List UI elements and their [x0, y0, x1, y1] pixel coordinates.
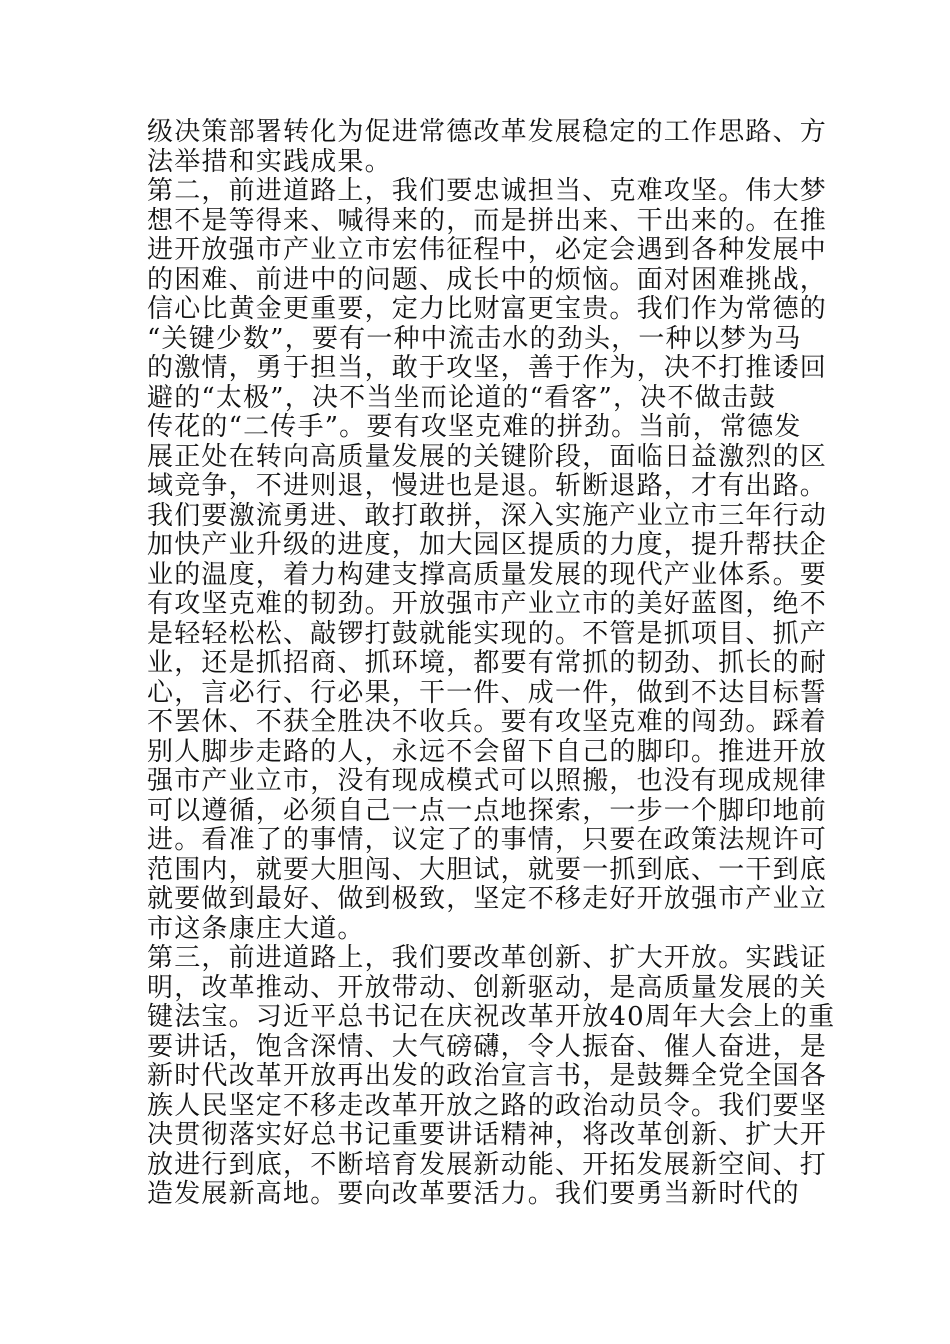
text-line: 不罢休、不获全胜决不收兵。要有攻坚克难的闯劲。踩着 — [147, 707, 828, 737]
text-line: 业，还是抓招商、抓环境，都要有常抓的韧劲、抓长的耐 — [147, 648, 828, 678]
text-line: 进开放强市产业立市宏伟征程中，必定会遇到各种发展中 — [147, 235, 828, 265]
text-line: 业的温度，着力构建支撑高质量发展的现代产业体系。要 — [147, 559, 828, 590]
text-line: 范围内，就要大胆闯、大胆试，就要一抓到底、一干到底 — [147, 854, 828, 885]
text-line: 键法宝。习近平总书记在庆祝改革开放40周年大会上的重 — [147, 1002, 836, 1032]
text-line: 的困难、前进中的问题、成长中的烦恼。面对困难挑战， — [147, 264, 828, 295]
text-line: 心，言必行、行必果，干一件、成一件，做到不达目标誓 — [147, 677, 828, 708]
text-line: “关键少数”，要有一种中流击水的劲头，一种以梦为马 — [147, 323, 802, 354]
text-line: 可以遵循，必须自己一点一点地探索，一步一个脚印地前 — [147, 795, 828, 826]
text-line: 族人民坚定不移走改革开放之路的政治动员令。我们要坚 — [147, 1090, 828, 1121]
body-text — [147, 117, 836, 1210]
text-line: 是轻轻松松、敲锣打鼓就能实现的。不管是抓项目、抓产 — [147, 618, 828, 649]
text-line: 进。看准了的事情，议定了的事情，只要在政策法规许可 — [147, 825, 828, 855]
text-line: 的激情，勇于担当，敢于攻坚，善于作为，决不打推诿回 — [147, 353, 828, 383]
text-line: 级决策部署转化为促进常德改革发展稳定的工作思路、方 — [147, 117, 828, 147]
text-line: 加快产业升级的进度，加大园区提质的力度，提升帮扶企 — [147, 530, 828, 560]
text-line: 第三，前进道路上，我们要改革创新、扩大开放。实践证 — [147, 943, 828, 973]
text-line: 避的“太极”，决不当坐而论道的“看客”，决不做击鼓 — [147, 382, 777, 413]
text-line: 法举措和实践成果。 — [147, 146, 392, 177]
text-line: 第二，前进道路上，我们要忠诚担当、克难攻坚。伟大梦 — [147, 176, 828, 206]
text-line: 明，改革推动、开放带动、创新驱动，是高质量发展的关 — [147, 972, 828, 1003]
text-line: 展正处在转向高质量发展的关键阶段，面临日益激烈的区 — [147, 441, 828, 472]
text-line: 决贯彻落实好总书记重要讲话精神，将改革创新、扩大开 — [147, 1120, 828, 1150]
text-line: 信心比黄金更重要，定力比财富更宝贵。我们作为常德的 — [147, 294, 828, 324]
text-line: 放进行到底，不断培育发展新动能、开拓发展新空间、打 — [147, 1149, 828, 1180]
text-line: 我们要激流勇进、敢打敢拼，深入实施产业立市三年行动 — [147, 500, 828, 531]
text-line: 想不是等得来、喊得来的，而是拼出来、干出来的。在推 — [147, 205, 828, 236]
text-line: 别人脚步走路的人，永远不会留下自己的脚印。推进开放 — [147, 736, 828, 767]
text-line: 新时代改革开放再出发的政治宣言书，是鼓舞全党全国各 — [147, 1061, 828, 1091]
text-line: 造发展新高地。要向改革要活力。我们要勇当新时代的 — [147, 1179, 800, 1209]
text-line: 市这条康庄大道。 — [147, 913, 365, 944]
text-line: 强市产业立市，没有现成模式可以照搬，也没有现成规律 — [147, 766, 828, 796]
text-line: 就要做到最好、做到极致，坚定不移走好开放强市产业立 — [147, 884, 828, 914]
text-line: 要讲话，饱含深情、大气磅礴，令人振奋、催人奋进，是 — [147, 1031, 828, 1062]
text-line: 有攻坚克难的韧劲。开放强市产业立市的美好蓝图，绝不 — [147, 589, 828, 619]
text-line: 传花的“二传手”。要有攻坚克难的拼劲。当前，常德发 — [147, 412, 802, 442]
text-line: 域竞争，不进则退，慢进也是退。斩断退路，才有出路。 — [147, 471, 828, 501]
